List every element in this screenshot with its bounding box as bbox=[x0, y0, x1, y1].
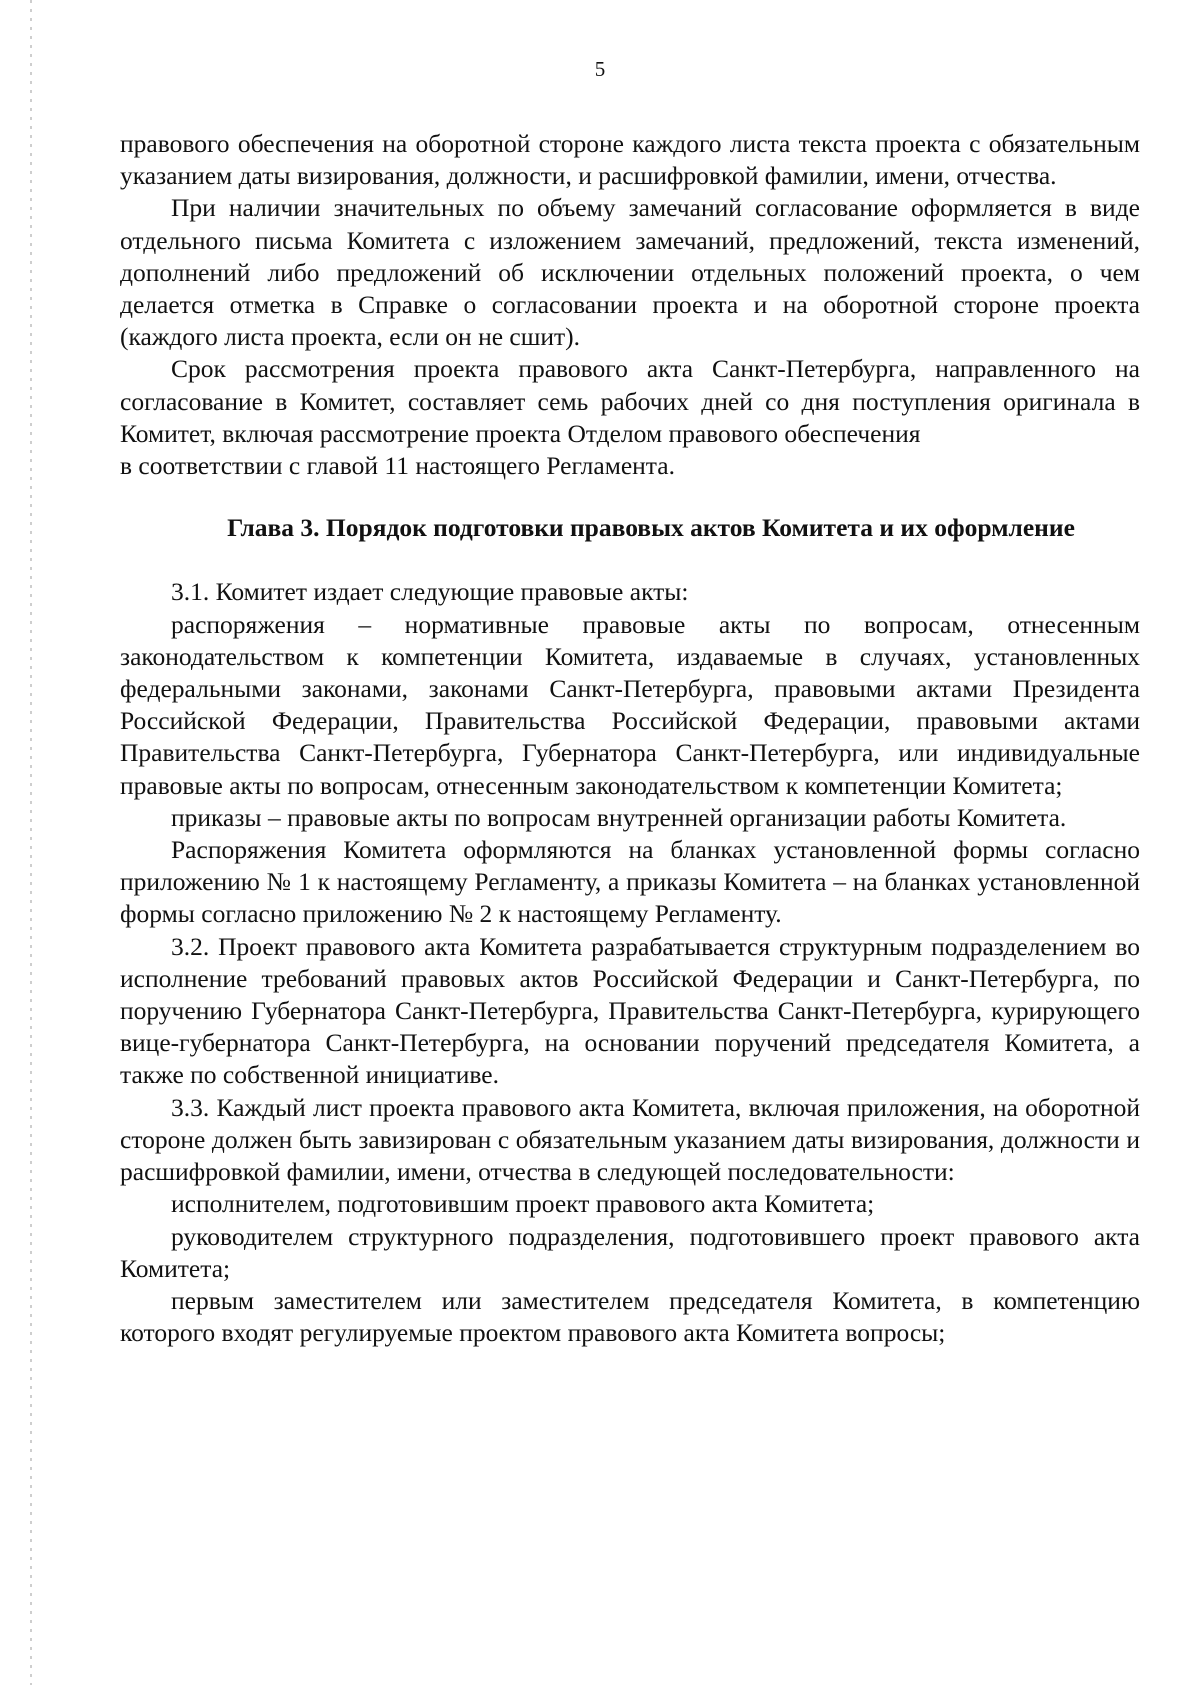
paragraph-head-of-unit: руководителем структурного подразделения, подготовившего проект правового акта Комитета; bbox=[120, 1221, 1140, 1283]
scan-margin-artifact bbox=[30, 0, 32, 1685]
paragraph-3-1: 3.1. Комитет издает следующие правовые акты: bbox=[171, 577, 689, 607]
paragraph-deputy: первым заместителем или заместителем председателя Комитета, в компетенцию которого входят регулируемые проектом правового акта Комитета вопросы; bbox=[120, 1285, 1140, 1348]
paragraph-continuation: правового обеспечения на оборотной стороне каждого листа текста проекта с обязательным указанием даты визирования, должности, и расшифровкой фамилии, имени, отчества. bbox=[120, 129, 1140, 191]
paragraph-forms: Распоряжения Комитета оформляются на бланках установленной формы согласно приложению № 1 к настоящему Регламенту, а приказы Комитета – на бланках установленной формы согласно приложению № 2 к настоящему Регламенту. bbox=[120, 835, 1140, 929]
paragraph-orders-internal: приказы – правовые акты по вопросам внутренней организации работы Комитета. bbox=[171, 802, 1067, 832]
paragraph-3-3: 3.3. Каждый лист проекта правового акта Комитета, включая приложения, на оборотной стороне должен быть завизирован с обязательным указанием даты визирования, должности и расшифровкой фамилии, имени, отчества в следующей последовательности: bbox=[120, 1092, 1140, 1187]
paragraph-review-term: Срок рассмотрения проекта правового акта Санкт-Петербурга, направленного на согласование в Комитет, составляет семь рабочих дней со дня поступления оригинала в Комитет, включая рассмотрение проекта Отделом правового обеспечения bbox=[120, 354, 1140, 448]
chapter-heading: Глава 3. Порядок подготовки правовых актов Комитета и их оформление bbox=[227, 513, 1075, 543]
page-number: 5 bbox=[594, 57, 606, 81]
document-body bbox=[120, 128, 1140, 1349]
paragraph-remarks: При наличии значительных по объему замечаний согласование оформляется в виде отдельного письма Комитета с изложением замечаний, предложений, текста изменений, дополнений либо предложений об исключении отдельных положений проекта, о чем делается отметка в Справке о согласовании проекта и на оборотной стороне проекта (каждого листа проекта, если он не сшит). bbox=[120, 193, 1140, 352]
paragraph-3-2: 3.2. Проект правового акта Комитета разрабатывается структурным подразделением во исполнение требований правовых актов Российской Федерации и Санкт-Петербурга, по поручению Губернатора Санкт-Петербурга, Правительства Санкт-Петербурга, курирующего вице-губернатора Санкт-Петербурга, на основании поручений председателя Комитета, а также по собственной инициативе. bbox=[120, 931, 1140, 1090]
paragraph-executor: исполнителем, подготовившим проект правового акта Комитета; bbox=[171, 1189, 875, 1219]
paragraph-orders-directives: распоряжения – нормативные правовые акты по вопросам, отнесенным законодательством к компетенции Комитета, издаваемые в случаях, установленных федеральными законами, законами Санкт-Петербурга, правовыми актами Президента Российской Федерации, Правительства Российской Федерации, правовыми актами Правительства Санкт-Петербурга, Губернатора Санкт-Петербурга, или индивидуальные правовые акты по вопросам, отнесенным законодательством к компетенции Комитета; bbox=[120, 609, 1140, 800]
paragraph-review-term-end: в соответствии с главой 11 настоящего Регламента. bbox=[120, 451, 675, 481]
